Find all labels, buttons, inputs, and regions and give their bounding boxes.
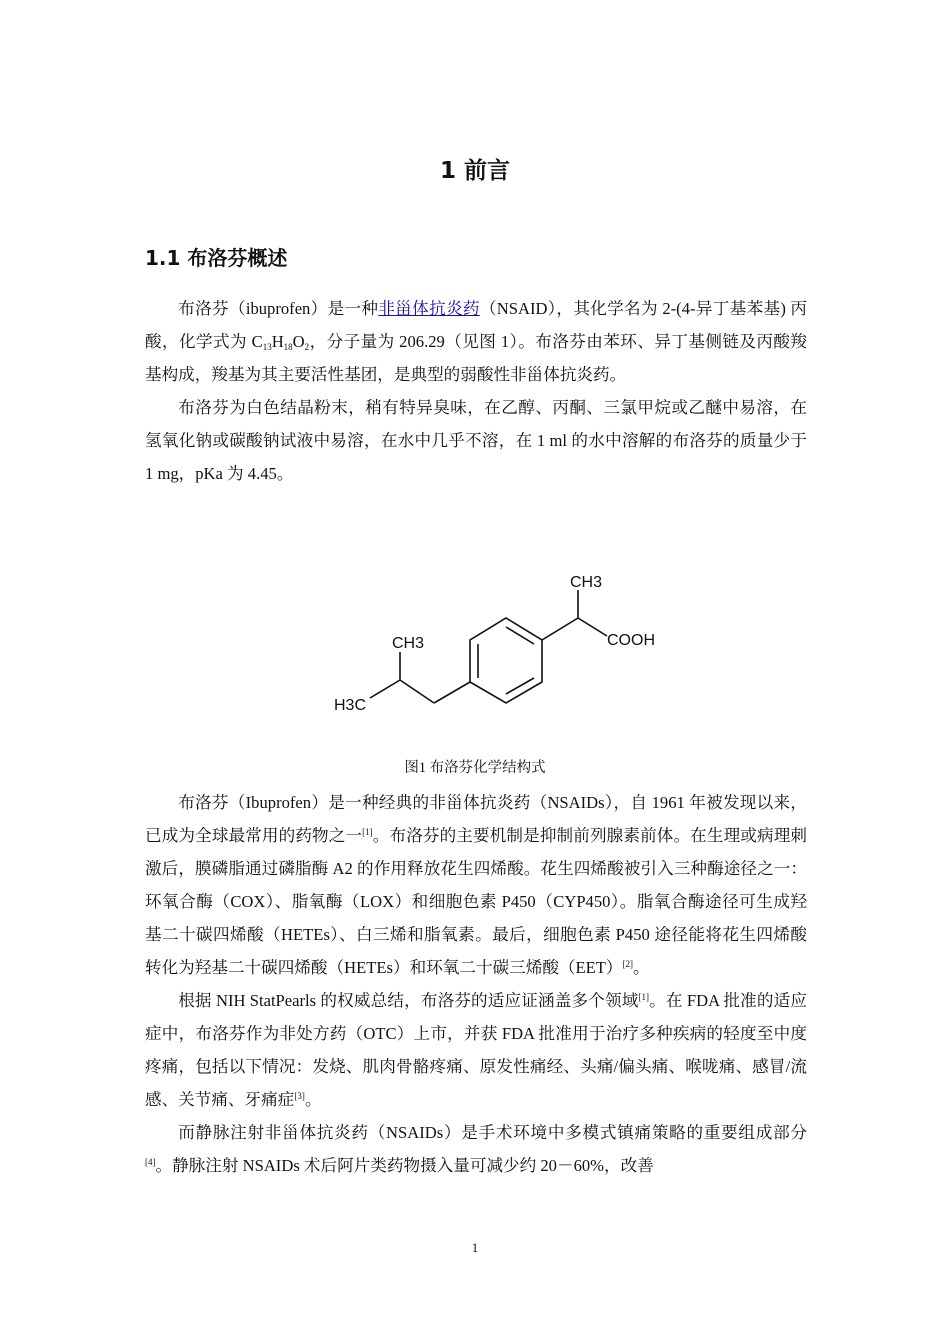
text-run: 。静脉注射 NSAIDs 术后阿片类药物摄入量可减少约 20－60%，改善 [155,1156,654,1175]
benzene-ring [470,618,542,703]
paragraph-iv-nsaids [145,1116,807,1182]
text-run: 而静脉注射非甾体抗炎药（NSAIDs）是手术环境中多模式镇痛策略的重要组成部分 [178,1123,807,1142]
cooh-label: COOH [607,632,655,649]
section-title: 1.1 布洛芬概述 [145,246,288,270]
text-run: O [292,332,305,351]
h3c-label: H3C [334,697,367,714]
subscript: 2 [304,342,310,352]
subscript: 13 [262,342,272,352]
text-run: H [271,332,284,351]
text-run: 。布洛芬的主要机制是抑制前列腺素前体。在生理或病理刺激后，膜磷脂通过磷脂酶 A2 的作用释放花生四烯酸。花生四烯酸被引入三种酶途径之一：环氧合酶（COX）、脂氧酶（LOX）和细胞色素 P450（CYP450）。脂氧合酶途径可生成羟基二十碳四烯酸（HETEs）、白三烯和脂氧素。最后，细胞色素 P450 途径能将花生四烯酸转化为羟基二十碳四烯酸（HETEs）和环氧二十碳三烯酸（EET） [145,826,808,977]
intro-block-1 [145,292,807,490]
text-run: ，分子量为 206.29（见图 1）。布洛芬由苯环、异丁基侧链及丙酸羧基构成，羧基为其主要活性基团，是典型的弱酸性非甾体抗炎药。 [145,332,807,384]
citation-ref[interactable]: [3] [294,1091,305,1101]
chapter-title: 1 前言 [439,158,510,184]
intro-block-2 [145,786,807,1182]
text-run: 。 [304,1090,322,1109]
subscript: 18 [283,342,293,352]
text-run: 根据 NIH StatPearls 的权威总结，布洛芬的适应证涵盖多个领域 [178,991,639,1010]
text-run: 。在 FDA 批准的适应症中，布洛芬作为非处方药（OTC）上市，并获 FDA 批准用于治疗多种疾病的轻度至中度疼痛，包括以下情况：发烧、肌肉骨骼疼痛、原发性痛经、头痛/偏头痛、喉咙痛、感冒/流感、关节痛、牙痛症 [145,991,807,1109]
page-number: 1 [471,1240,479,1255]
paragraph-indications [145,984,807,1116]
citation-ref[interactable]: [1] [362,827,373,837]
figure-caption: 图1 布洛芬化学结构式 [404,760,546,776]
citation-ref[interactable]: [1] [638,992,649,1002]
citation-ref[interactable]: [4] [145,1157,156,1167]
text-run: 布洛芬（Ibuprofen）是一种经典的非甾体抗炎药（NSAIDs），自 1961 年被发现以来，已成为全球最常用的药物之一 [145,793,807,845]
paragraph-overview [145,292,807,391]
text-run: 布洛芬（ibuprofen）是一种 [178,299,379,318]
nsaid-link[interactable]: 非甾体抗炎药 [378,299,480,318]
citation-ref[interactable]: [2] [622,959,634,969]
ch3-mid-label: CH3 [392,635,425,652]
text-run: 。 [633,958,650,977]
paragraph-mechanism [145,786,807,984]
ch3-top-label: CH3 [570,574,603,591]
ibuprofen-structure-figure [320,560,680,720]
paragraph-properties: 布洛芬为白色结晶粉末，稍有特异臭味，在乙醇、丙酮、三氯甲烷或乙醚中易溶，在氢氧化钠或碳酸钠试液中易溶，在水中几乎不溶，在 1 ml 的水中溶解的布洛芬的质量少于 1 mg，pKa 为 4.45。 [145,398,807,483]
text-run: （NSAID），其化学名为 2-(4-异丁基苯基) 丙酸，化学式为 C [145,299,808,351]
